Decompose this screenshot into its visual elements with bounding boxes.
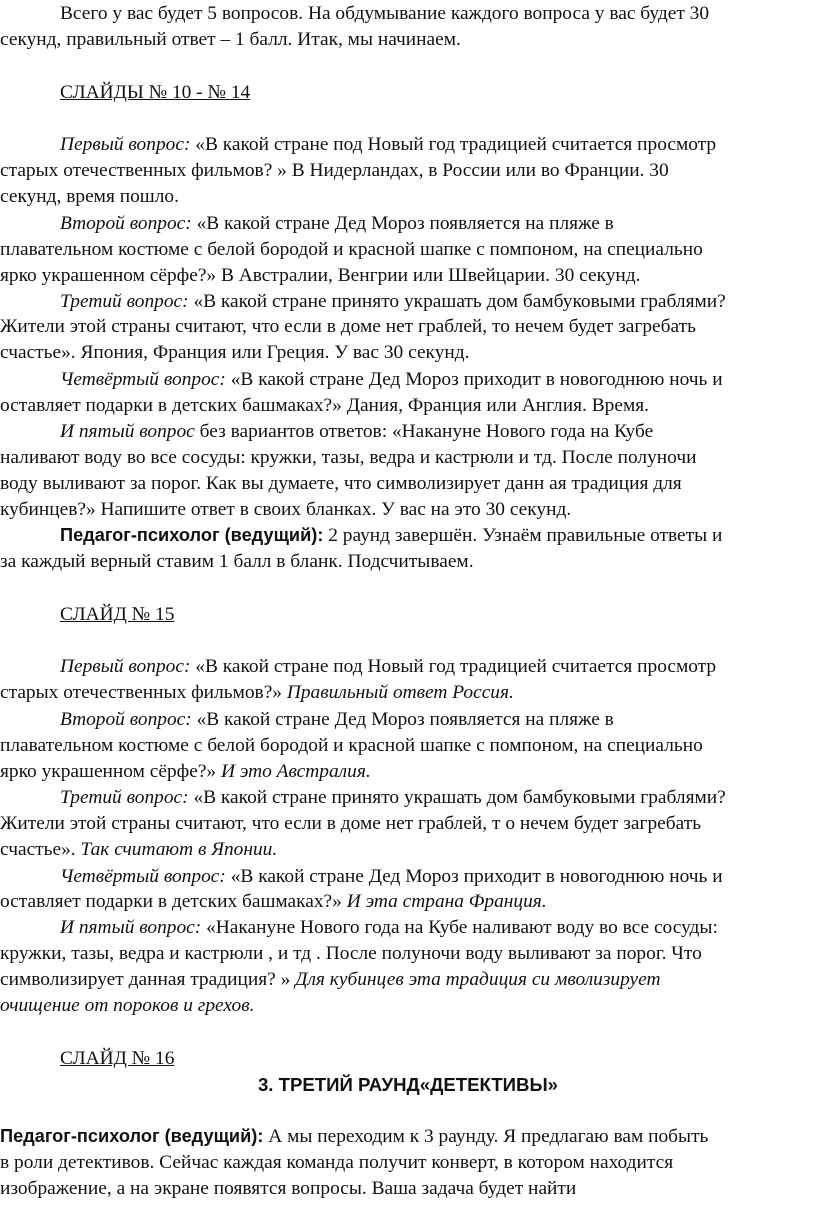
s1-q5-line-4: кубинцев?» Напишите ответ в своих бланках. У вас на это 30 секунд. bbox=[0, 499, 572, 520]
slide-heading-16: СЛАЙД № 16 bbox=[60, 1048, 175, 1069]
slide-heading-10-14: СЛАЙДЫ № 10 - № 14 bbox=[60, 82, 251, 103]
s2-q2-line-3: ярко украшенном сёрфе?» И это Австралия. bbox=[0, 761, 371, 782]
answer-text: И эта страна Франция. bbox=[346, 891, 547, 912]
answer-text: Правильный ответ Россия. bbox=[286, 682, 514, 703]
s1-host-line-2: за каждый верный ставим 1 балл в бланк. Подсчитываем. bbox=[0, 551, 474, 572]
s2-q5-line-2: кружки, тазы, ведра и кастрюли , и тд . После полуночи воду выливают за порог. Что bbox=[0, 943, 702, 964]
s1-q1-line-3: секунд, время пошло. bbox=[0, 186, 179, 207]
s1-q4-line-1: Четвёртый вопрос: «В какой стране Дед Мороз приходит в новогоднюю ночь и bbox=[60, 369, 723, 390]
answer-text: И это Австралия. bbox=[220, 761, 371, 782]
s2-q5-line-3: символизирует данная традиция? » Для кубинцев эта традиция си мволизирует bbox=[0, 969, 661, 990]
s1-q3-line-3: счастье». Япония, Франция или Греция. У вас 30 секунд. bbox=[0, 342, 470, 363]
speaker-label: Педагог-психолог (ведущий): bbox=[0, 1126, 264, 1146]
s2-q1-line-1: Первый вопрос: «В какой стране под Новый год традицией считается просмотр bbox=[60, 656, 717, 677]
s2-q3-line-1: Третий вопрос: «В какой стране принято украшать дом бамбуковыми граблями? bbox=[60, 787, 726, 808]
s1-q1-line-2: старых отечественных фильмов? » В Нидерландах, в России или во Франции. 30 bbox=[0, 160, 669, 181]
question-label: И пятый вопрос: bbox=[60, 917, 202, 938]
question-label: Третий вопрос: bbox=[60, 787, 189, 808]
s1-host-line-1: Педагог-психолог (ведущий): 2 раунд завершён. Узнаём правильные ответы и bbox=[60, 525, 723, 546]
s2-q4-line-2: оставляет подарки в детских башмаках?» И эта страна Франция. bbox=[0, 891, 547, 912]
s2-q3-line-2: Жители этой страны считают, что если в доме нет граблей, т о нечем будет загребать bbox=[0, 813, 702, 834]
question-label: Четвёртый вопрос: bbox=[60, 866, 226, 887]
s1-q2-line-1: Второй вопрос: «В какой стране Дед Мороз появляется на пляже в bbox=[60, 213, 614, 234]
question-label: Первый вопрос: bbox=[60, 656, 191, 677]
s3-host-line-3: изображение, а на экране появятся вопросы. Ваша задача будет найти bbox=[0, 1178, 577, 1199]
answer-text: Для кубинцев эта традиция си мволизирует bbox=[295, 969, 661, 990]
s1-q5-line-3: воду выливают за порог. Как вы думаете, что символизирует данн ая традиция для bbox=[0, 473, 682, 494]
round-title: 3. ТРЕТИЙ РАУНД«ДЕТЕКТИВЫ» bbox=[257, 1074, 559, 1095]
s3-host-line-2: в роли детективов. Сейчас каждая команда получит конверт, в котором находится bbox=[0, 1152, 674, 1173]
s1-q1-line-1: Первый вопрос: «В какой стране под Новый год традицией считается просмотр bbox=[60, 134, 717, 155]
slide-heading-15: СЛАЙД № 15 bbox=[60, 604, 175, 625]
question-label: Третий вопрос: bbox=[60, 291, 189, 312]
answer-text: Так считают в Японии. bbox=[80, 839, 278, 860]
s1-q4-line-2: оставляет подарки в детских башмаках?» Дания, Франция или Англия. Время. bbox=[0, 395, 649, 416]
question-label: И пятый вопрос bbox=[60, 421, 195, 442]
s2-q5-answer-line-2: очищение от пороков и грехов. bbox=[0, 995, 255, 1016]
s1-q5-line-1: И пятый вопрос без вариантов ответов: «Накануне Нового года на Кубе bbox=[60, 421, 654, 442]
s2-q2-line-1: Второй вопрос: «В какой стране Дед Мороз появляется на пляже в bbox=[60, 709, 614, 730]
s1-q3-line-1: Третий вопрос: «В какой стране принято украшать дом бамбуковыми граблями? bbox=[60, 291, 726, 312]
s1-q3-line-2: Жители этой страны считают, что если в доме нет граблей, то нечем будет загребать bbox=[0, 316, 696, 337]
intro-line-1: Всего у вас будет 5 вопросов. На обдумывание каждого вопроса у вас будет 30 bbox=[60, 3, 710, 24]
question-label: Первый вопрос: bbox=[60, 134, 191, 155]
s2-q3-line-3: счастье». Так считают в Японии. bbox=[0, 839, 278, 860]
s2-q1-line-2: старых отечественных фильмов?» Правильный ответ Россия. bbox=[0, 682, 514, 703]
question-label: Второй вопрос: bbox=[60, 709, 192, 730]
s1-q2-line-3: ярко украшенном сёрфе?» В Австралии, Венгрии или Швейцарии. 30 секунд. bbox=[0, 265, 641, 286]
s1-q5-line-2: наливают воду во все сосуды: кружки, тазы, ведра и кастрюли и тд. После полуночи bbox=[0, 447, 697, 468]
question-label: Второй вопрос: bbox=[60, 213, 192, 234]
s1-q2-line-2: плавательном костюме с белой бородой и красной шапке с помпоном, на специально bbox=[0, 239, 703, 260]
speaker-label: Педагог-психолог (ведущий): bbox=[60, 525, 324, 545]
question-label: Четвёртый вопрос: bbox=[60, 369, 226, 390]
s2-q4-line-1: Четвёртый вопрос: «В какой стране Дед Мороз приходит в новогоднюю ночь и bbox=[60, 866, 723, 887]
s3-host-line-1: Педагог-психолог (ведущий): А мы переходим к 3 раунду. Я предлагаю вам побыть bbox=[0, 1126, 709, 1147]
s2-q2-line-2: плавательном костюме с белой бородой и красной шапке с помпоном, на специально bbox=[0, 735, 703, 756]
s2-q5-line-1: И пятый вопрос: «Накануне Нового года на Кубе наливают воду во все сосуды: bbox=[60, 917, 718, 938]
intro-line-2: секунд, правильный ответ – 1 балл. Итак, мы начинаем. bbox=[0, 29, 461, 50]
